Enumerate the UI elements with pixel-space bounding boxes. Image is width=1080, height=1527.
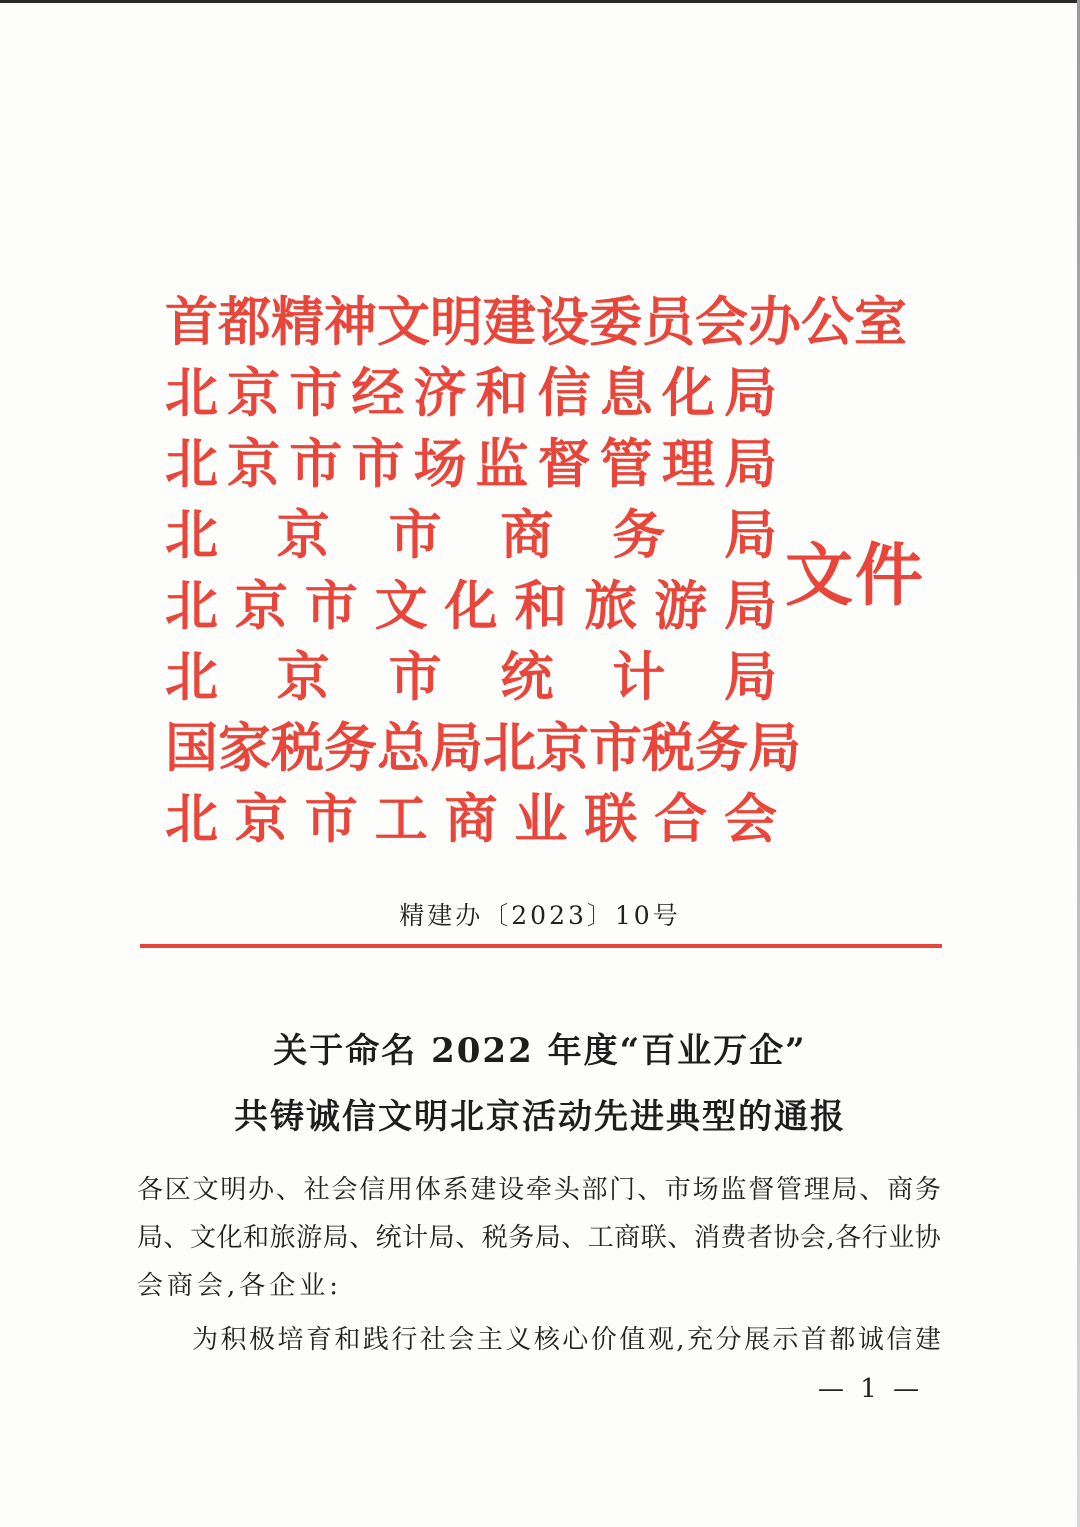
issuer-char: 京 xyxy=(276,646,330,708)
body-char: 头 xyxy=(553,1175,580,1205)
body-char: 游 xyxy=(296,1223,323,1253)
body-char: 局 xyxy=(428,1223,455,1253)
issuer-char: 息 xyxy=(599,362,653,424)
issuer-char: 旅 xyxy=(584,575,638,637)
issuer-char: 统 xyxy=(500,646,554,708)
issuer-char: 经 xyxy=(351,362,405,424)
body-char: 主 xyxy=(476,1325,503,1355)
issuer-char: 总 xyxy=(377,717,430,779)
body-char: 会 xyxy=(448,1325,475,1355)
body-char: 、 xyxy=(275,1175,302,1205)
body-char: 牵 xyxy=(525,1175,552,1205)
body-char: 各 xyxy=(835,1223,862,1253)
issuer-char: 计 xyxy=(612,646,666,708)
body-char: 协 xyxy=(773,1223,800,1253)
issuer-char: 务 xyxy=(612,504,666,566)
body-char: 督 xyxy=(748,1175,775,1205)
issuer-char: 市 xyxy=(304,788,358,850)
body-char: 文 xyxy=(192,1175,219,1205)
body-char: 信 xyxy=(359,1175,386,1205)
body-char: 监 xyxy=(720,1175,747,1205)
body-char: 展 xyxy=(743,1325,770,1355)
issuer-char: 场 xyxy=(413,433,467,495)
body-char: 会 xyxy=(331,1175,358,1205)
document-title-line-1: 关于命名 2022 年度“百业万企” xyxy=(273,1031,807,1071)
issuer-char: 市 xyxy=(388,646,442,708)
issuer-char: 公 xyxy=(801,291,854,353)
issuer-char: 设 xyxy=(536,291,589,353)
body-char: 极 xyxy=(248,1325,275,1355)
body-char: 系 xyxy=(442,1175,469,1205)
body-line: 会商会,各企业: xyxy=(137,1271,343,1301)
body-char: 体 xyxy=(414,1175,441,1205)
body-char: 诚 xyxy=(857,1325,884,1355)
body-char: 旅 xyxy=(269,1223,296,1253)
body-char: 场 xyxy=(692,1175,719,1205)
issuer-char: 京 xyxy=(276,504,330,566)
issuer-char: 北 xyxy=(165,788,218,850)
body-char: 践 xyxy=(362,1325,389,1355)
issuer-char: 税 xyxy=(271,717,324,779)
body-char: 费 xyxy=(720,1223,747,1253)
issuer-line xyxy=(165,571,777,642)
issuer-char: 化 xyxy=(661,362,715,424)
issuer-char: 都 xyxy=(218,291,271,353)
body-char: 税 xyxy=(481,1223,508,1253)
issuer-char: 局 xyxy=(723,362,777,424)
body-char: 化 xyxy=(216,1223,243,1253)
issuer-char: 北 xyxy=(165,504,218,566)
issuer-char: 办 xyxy=(748,291,801,353)
issuer-char: 精 xyxy=(271,291,324,353)
body-char: 会 xyxy=(799,1223,826,1253)
document-title-line-2: 共铸诚信文明北京活动先进典型的通报 xyxy=(234,1097,846,1137)
body-char: 市 xyxy=(664,1175,691,1205)
issuer-line xyxy=(165,429,777,500)
issuer-char: 局 xyxy=(723,646,777,708)
page-number: — 1 — xyxy=(818,1374,924,1404)
body-char: 首 xyxy=(800,1325,827,1355)
issuer-char: 局 xyxy=(723,504,777,566)
body-char: 社 xyxy=(303,1175,330,1205)
body-char: , xyxy=(826,1223,835,1253)
issuer-char: 市 xyxy=(289,433,343,495)
issuer-char: 京 xyxy=(536,717,589,779)
document-number: 精建办〔2023〕10号 xyxy=(399,901,681,930)
issuer-char: 市 xyxy=(589,717,642,779)
body-char: 、 xyxy=(163,1223,190,1253)
body-char: 理 xyxy=(803,1175,830,1205)
issuer-char: 市 xyxy=(289,362,343,424)
body-char: 分 xyxy=(715,1325,742,1355)
body-char: 心 xyxy=(562,1325,589,1355)
body-char: 社 xyxy=(419,1325,446,1355)
body-char: 核 xyxy=(533,1325,560,1355)
issuer-char: 家 xyxy=(218,717,271,779)
issuer-char: 北 xyxy=(165,575,218,637)
body-char: 示 xyxy=(772,1325,799,1355)
issuer-char: 济 xyxy=(413,362,467,424)
body-char: 用 xyxy=(387,1175,414,1205)
issuer-char: 首 xyxy=(165,291,218,353)
body-char: 充 xyxy=(686,1325,713,1355)
issuer-char: 北 xyxy=(483,717,536,779)
issuer-char: 商 xyxy=(444,788,498,850)
body-char: 和 xyxy=(334,1325,361,1355)
body-char: 文 xyxy=(190,1223,217,1253)
issuer-char: 京 xyxy=(234,788,288,850)
issuer-char: 国 xyxy=(165,717,218,779)
body-char: 局 xyxy=(322,1223,349,1253)
body-char: 区 xyxy=(164,1175,191,1205)
issuer-char: 督 xyxy=(537,433,591,495)
body-char: 办 xyxy=(248,1175,275,1205)
body-char: 建 xyxy=(914,1325,941,1355)
issuer-char: 局 xyxy=(430,717,483,779)
issuer-char: 市 xyxy=(351,433,405,495)
body-char: 统 xyxy=(375,1223,402,1253)
body-char: 、 xyxy=(455,1223,482,1253)
scan-edge-top xyxy=(0,0,1080,3)
body-char: 建 xyxy=(470,1175,497,1205)
issuer-line xyxy=(165,642,777,713)
issuer-char: 明 xyxy=(430,291,483,353)
body-char: 局 xyxy=(534,1223,561,1253)
issuer-char: 税 xyxy=(642,717,695,779)
body-char: 、 xyxy=(561,1223,588,1253)
issuer-char: 务 xyxy=(324,717,377,779)
body-char: 育 xyxy=(305,1325,332,1355)
body-char: 消 xyxy=(693,1223,720,1253)
body-char: 门 xyxy=(609,1175,636,1205)
issuer-char: 务 xyxy=(695,717,748,779)
body-char: 培 xyxy=(277,1325,304,1355)
body-char: 局 xyxy=(137,1223,164,1253)
issuer-char: 京 xyxy=(234,575,288,637)
body-char: 行 xyxy=(391,1325,418,1355)
issuer-line xyxy=(165,287,907,358)
body-char: , xyxy=(676,1325,685,1355)
issuer-char: 文 xyxy=(374,575,428,637)
issuer-char: 京 xyxy=(227,433,281,495)
body-char: 积 xyxy=(220,1325,247,1355)
issuer-line xyxy=(165,784,777,855)
body-line xyxy=(137,1172,941,1208)
issuer-char: 神 xyxy=(324,291,377,353)
issuer-char: 联 xyxy=(584,788,638,850)
issuer-char: 游 xyxy=(654,575,708,637)
issuer-char: 北 xyxy=(165,433,218,495)
issuer-char: 监 xyxy=(475,433,529,495)
issuer-char: 北 xyxy=(165,646,218,708)
body-char: 部 xyxy=(581,1175,608,1205)
body-char: 信 xyxy=(886,1325,913,1355)
issuer-char: 局 xyxy=(724,575,777,637)
issuer-char: 化 xyxy=(444,575,498,637)
body-line xyxy=(137,1220,941,1256)
body-line xyxy=(192,1322,941,1358)
body-char: 管 xyxy=(775,1175,802,1205)
issuer-char: 局 xyxy=(748,717,801,779)
body-char: 局 xyxy=(831,1175,858,1205)
body-char: 计 xyxy=(402,1223,429,1253)
issuer-line xyxy=(165,500,777,571)
issuer-char: 工 xyxy=(374,788,428,850)
issuer-char: 会 xyxy=(724,788,777,850)
issuer-char: 业 xyxy=(514,788,568,850)
issuer-char: 会 xyxy=(695,291,748,353)
body-char: 明 xyxy=(220,1175,247,1205)
issuer-line xyxy=(165,358,777,429)
body-char: 协 xyxy=(914,1223,941,1253)
body-char: 都 xyxy=(829,1325,856,1355)
issuer-char: 商 xyxy=(500,504,554,566)
issuer-char: 合 xyxy=(654,788,708,850)
issuer-char: 京 xyxy=(227,362,281,424)
body-char: 者 xyxy=(746,1223,773,1253)
body-char: 设 xyxy=(498,1175,525,1205)
issuer-char: 委 xyxy=(589,291,642,353)
body-char: 商 xyxy=(614,1223,641,1253)
body-char: 和 xyxy=(243,1223,270,1253)
body-char: 价 xyxy=(590,1325,617,1355)
body-char: 业 xyxy=(888,1223,915,1253)
body-char: 工 xyxy=(587,1223,614,1253)
issuer-char: 北 xyxy=(165,362,218,424)
issuer-char: 信 xyxy=(537,362,591,424)
body-char: 务 xyxy=(508,1223,535,1253)
issuer-char: 文 xyxy=(377,291,430,353)
issuer-char: 建 xyxy=(483,291,536,353)
body-char: 联 xyxy=(640,1223,667,1253)
issuer-char: 理 xyxy=(661,433,715,495)
issuer-char: 和 xyxy=(514,575,568,637)
issuer-char: 和 xyxy=(475,362,529,424)
body-char: 为 xyxy=(192,1325,219,1355)
body-char: 观 xyxy=(647,1325,674,1355)
body-char: 各 xyxy=(137,1175,164,1205)
body-char: 、 xyxy=(349,1223,376,1253)
document-suffix: 文件 xyxy=(785,536,926,616)
red-divider xyxy=(140,944,942,948)
issuer-char: 市 xyxy=(388,504,442,566)
body-char: 值 xyxy=(619,1325,646,1355)
body-char: 行 xyxy=(861,1223,888,1253)
body-char: 、 xyxy=(637,1175,664,1205)
issuer-char: 局 xyxy=(723,433,777,495)
issuer-line xyxy=(165,713,801,784)
body-char: 、 xyxy=(667,1223,694,1253)
issuer-char: 室 xyxy=(854,291,907,353)
issuer-char: 员 xyxy=(642,291,695,353)
body-char: 义 xyxy=(505,1325,532,1355)
body-char: 、 xyxy=(859,1175,886,1205)
body-char: 商 xyxy=(887,1175,914,1205)
body-char: 务 xyxy=(914,1175,941,1205)
issuer-char: 管 xyxy=(599,433,653,495)
issuer-char: 市 xyxy=(304,575,358,637)
